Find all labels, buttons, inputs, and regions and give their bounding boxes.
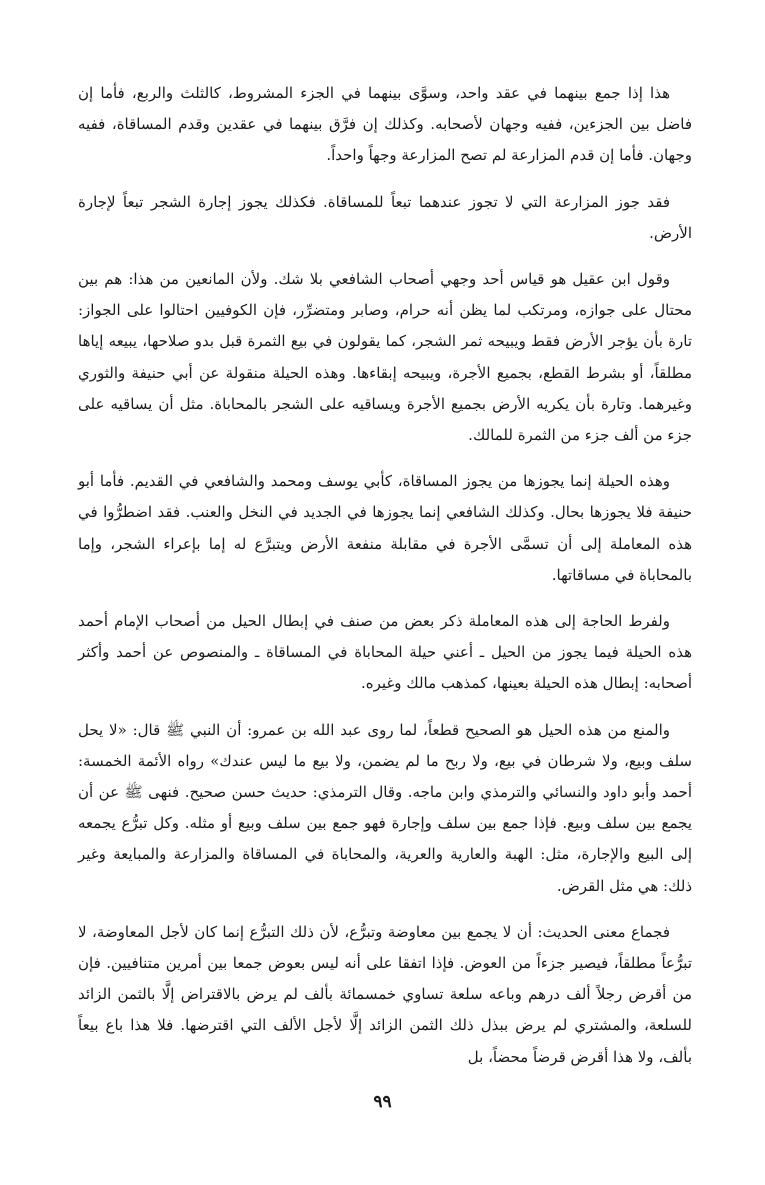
paragraph-5: ولفرط الحاجة إلى هذه المعاملة ذكر بعض من صنف في إبطال الحيل من أصحاب الإمام أحمد هذه الحيلة فيما يجوز من الحيل ـ أعني حيلة المحاباة في المساقاة ـ والمنصوص عن أحمد وأكثر أصحابه: إبطال هذه الحيلة بعينها، كمذهب مالك وغيره. — [78, 612, 692, 693]
page-text — [78, 78, 692, 1088]
paragraph-6: والمنع من هذه الحيل هو الصحيح قطعاً، لما روى عبد الله بن عمرو: أن النبي ﷺ قال: «لا يحل سلف وبيع، ولا شرطان في بيع، ولا ربح ما لم يضمن، ولا بيع ما ليس عندك» رواه الأئمة الخمسة: أحمد وأبو داود والنسائي والترمذي وابن ماجه. وقال الترمذي: حديث حسن صحيح. فنهى ﷺ عن أن يجمع بين سلف وبيع. فإذا جمع بين سلف وإجارة فهو جمع بين سلف وبيع أو مثله. وكل تبرُّع يجمعه إلى البيع والإجارة، مثل: الهبة والعارية والعرية، والمحاباة في المساقاة والمزارعة والمبايعة وغير ذلك: هي مثل القرض. — [78, 720, 692, 895]
paragraph-7: فجماع معنى الحديث: أن لا يجمع بين معاوضة وتبرُّع، لأن ذلك التبرُّع إنما كان لأجل المعاوضة، لا تبرُّعاً مطلقاً، فيصير جزءاً من العوض. فإذا اتفقا على أنه ليس بعوض جمعا بين أمرين متنافيين. فإن من أقرض رجلاً ألف درهم وباعه سلعة تساوي خمسمائة بألف لم يرض بالاقتراض إلَّا بالثمن الزائد للسلعة، والمشتري لم يرض ببذل ذلك الثمن الزائد إلَّا لأجل الألف التي اقترضها. فلا هذا باع بيعاً بألف، ولا هذا أقرض قرضاً محضاً، بل — [78, 922, 692, 1066]
page-number: ٩٩ — [373, 1092, 392, 1112]
paragraph-1: هذا إذا جمع بينهما في عقد واحد، وسوَّى بينهما في الجزء المشروط، كالثلث والربع، فأما إن فاضل بين الجزءين، ففيه وجهان لأصحابه. وكذلك إن فرَّق بينهما في عقدين وقدم المساقاة، ففيه وجهان. فأما إن قدم المزارعة لم تصح المزارعة وجهاً واحداً. — [78, 84, 692, 165]
paragraph-3: وقول ابن عقيل هو قياس أحد وجهي أصحاب الشافعي بلا شك. ولأن المانعين من هذا: هم بين محتال على جوازه، ومرتكب لما يظن أنه حرام، وصابر ومتضرِّر، فإن الكوفيين احتالوا على الجواز: تارة بأن يؤجر الأرض فقط ويبيحه ثمر الشجر، كما يقولون في بيع الثمرة قبل بدو صلاحها، يبيعه إياها مطلقاً، أو بشرط القطع، بجميع الأجرة، ويبيحه إبقاءها. وهذه الحيلة منقولة عن أبي حنيفة والثوري وغيرهما. وتارة بأن يكريه الأرض بجميع الأجرة ويساقيه على الشجر بالمحاباة. مثل أن يساقيه على جزء من ألف جزء من الثمرة للمالك. — [78, 270, 692, 445]
paragraph-2: فقد جوز المزارعة التي لا تجوز عندهما تبعاً للمساقاة. فكذلك يجوز إجارة الشجر تبعاً لإجارة الأرض. — [78, 192, 692, 242]
paragraph-4: وهذه الحيلة إنما يجوزها من يجوز المساقاة، كأبي يوسف ومحمد والشافعي في القديم. فأما أبو حنيفة فلا يجوزها بحال. وكذلك الشافعي إنما يجوزها في الجديد في النخل والعنب. فقد اضطرُّوا في هذه المعاملة إلى أن تسمَّى الأجرة في مقابلة منفعة الأرض ويتبرَّع له إما بإعراء الشجر، وإما بالمحاباة في مساقاتها. — [78, 472, 692, 584]
